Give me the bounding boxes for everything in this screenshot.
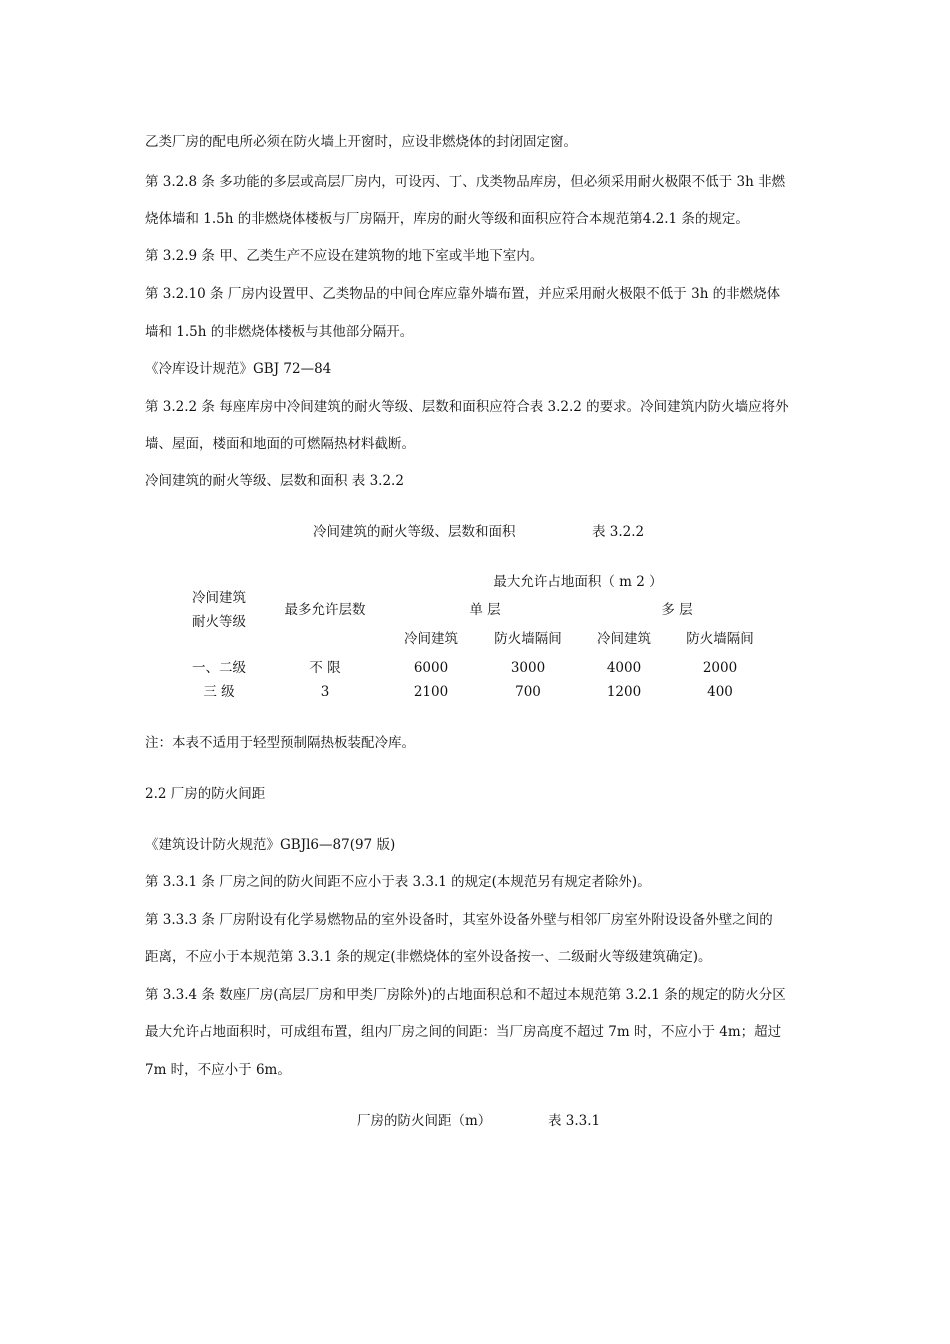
table-cell: 3	[320, 684, 330, 700]
table-cell: 2000	[702, 660, 738, 676]
table-cell: 6000	[413, 660, 449, 676]
table-cell: 一、二级	[192, 660, 246, 676]
paragraph: 7m 时，不应小于 6m。	[145, 1062, 291, 1078]
paragraph: 乙类厂房的配电所必须在防火墙上开窗时，应设非燃烧体的封闭固定窗。	[145, 134, 577, 150]
table-cell: 700	[515, 684, 541, 700]
paragraph: 第 3.2.9 条 甲、乙类生产不应设在建筑物的地下室或半地下室内。	[145, 248, 544, 264]
sub-header: 冷间建筑	[597, 631, 651, 647]
table-cell: 2100	[413, 684, 449, 700]
paragraph: 距离，不应小于本规范第 3.3.1 条的规定(非燃烧体的室外设备按一、二级耐火等级建筑确定)。	[145, 949, 712, 965]
table-cell: 1200	[606, 684, 642, 700]
single-floor-header: 单 层	[469, 602, 501, 618]
standard-reference: 《建筑设计防火规范》GBJl6—87(97 版)	[145, 837, 396, 853]
table-note: 注：本表不适用于轻型预制隔热板装配冷库。	[145, 735, 415, 751]
paragraph: 最大允许占地面积时，可成组布置，组内厂房之间的间距：当厂房高度不超过 7m 时，不应小于 4m；超过	[145, 1024, 782, 1040]
table-number: 表 3.2.2	[592, 524, 645, 540]
paragraph: 第 3.3.4 条 数座厂房(高层厂房和甲类厂房除外)的占地面积总和不超过本规范第 3.2.1 条的规定的防火分区	[145, 987, 786, 1003]
section-title: 2.2 厂房的防火间距	[145, 786, 266, 802]
sub-header: 冷间建筑	[404, 631, 458, 647]
table-cell: 不 限	[309, 660, 341, 676]
col-header-fire-rating-line2: 耐火等级	[192, 614, 246, 630]
sub-header: 防火墙隔间	[686, 631, 754, 647]
col-header-fire-rating-line1: 冷间建筑	[192, 590, 246, 606]
paragraph: 第 3.3.3 条 厂房附设有化学易燃物品的室外设备时，其室外设备外壁与相邻厂房室外附设设备外壁之间的	[145, 912, 773, 928]
col-header-max-floors: 最多允许层数	[284, 602, 366, 618]
table-caption: 冷间建筑的耐火等级、层数和面积	[313, 524, 516, 540]
area-header: 最大允许占地面积（ m 2 ）	[493, 574, 663, 590]
sub-header: 防火墙隔间	[494, 631, 562, 647]
paragraph: 墙、屋面，楼面和地面的可燃隔热材料截断。	[145, 436, 415, 452]
paragraph: 墙和 1.5h 的非燃烧体楼板与其他部分隔开。	[145, 324, 414, 340]
table-cell: 3000	[510, 660, 546, 676]
table-cell: 400	[707, 684, 733, 700]
table-cell: 4000	[606, 660, 642, 676]
table-number: 表 3.3.1	[548, 1113, 601, 1129]
table-reference-line: 冷间建筑的耐火等级、层数和面积 表 3.2.2	[145, 473, 404, 489]
paragraph: 烧体墙和 1.5h 的非燃烧体楼板与厂房隔开，库房的耐火等级和面积应符合本规范第4.2.1 条的规定。	[145, 211, 749, 227]
table-cell: 三 级	[203, 684, 235, 700]
paragraph: 第 3.2.2 条 每座库房中冷间建筑的耐火等级、层数和面积应符合表 3.2.2 的要求。冷间建筑内防火墙应将外	[145, 399, 789, 415]
multi-floor-header: 多 层	[661, 602, 693, 618]
paragraph: 第 3.2.10 条 厂房内设置甲、乙类物品的中间仓库应靠外墙布置，并应采用耐火极限不低于 3h 的非燃烧体	[145, 286, 781, 302]
paragraph: 第 3.2.8 条 多功能的多层或高层厂房内，可设丙、丁、戊类物品库房，但必须采用耐火极限不低于 3h 非燃	[145, 174, 786, 190]
paragraph: 第 3.3.1 条 厂房之间的防火间距不应小于表 3.3.1 的规定(本规范另有规定者除外)。	[145, 874, 651, 890]
standard-reference: 《冷库设计规范》GBJ 72—84	[145, 361, 332, 377]
table-caption: 厂房的防火间距（m）	[357, 1113, 492, 1129]
